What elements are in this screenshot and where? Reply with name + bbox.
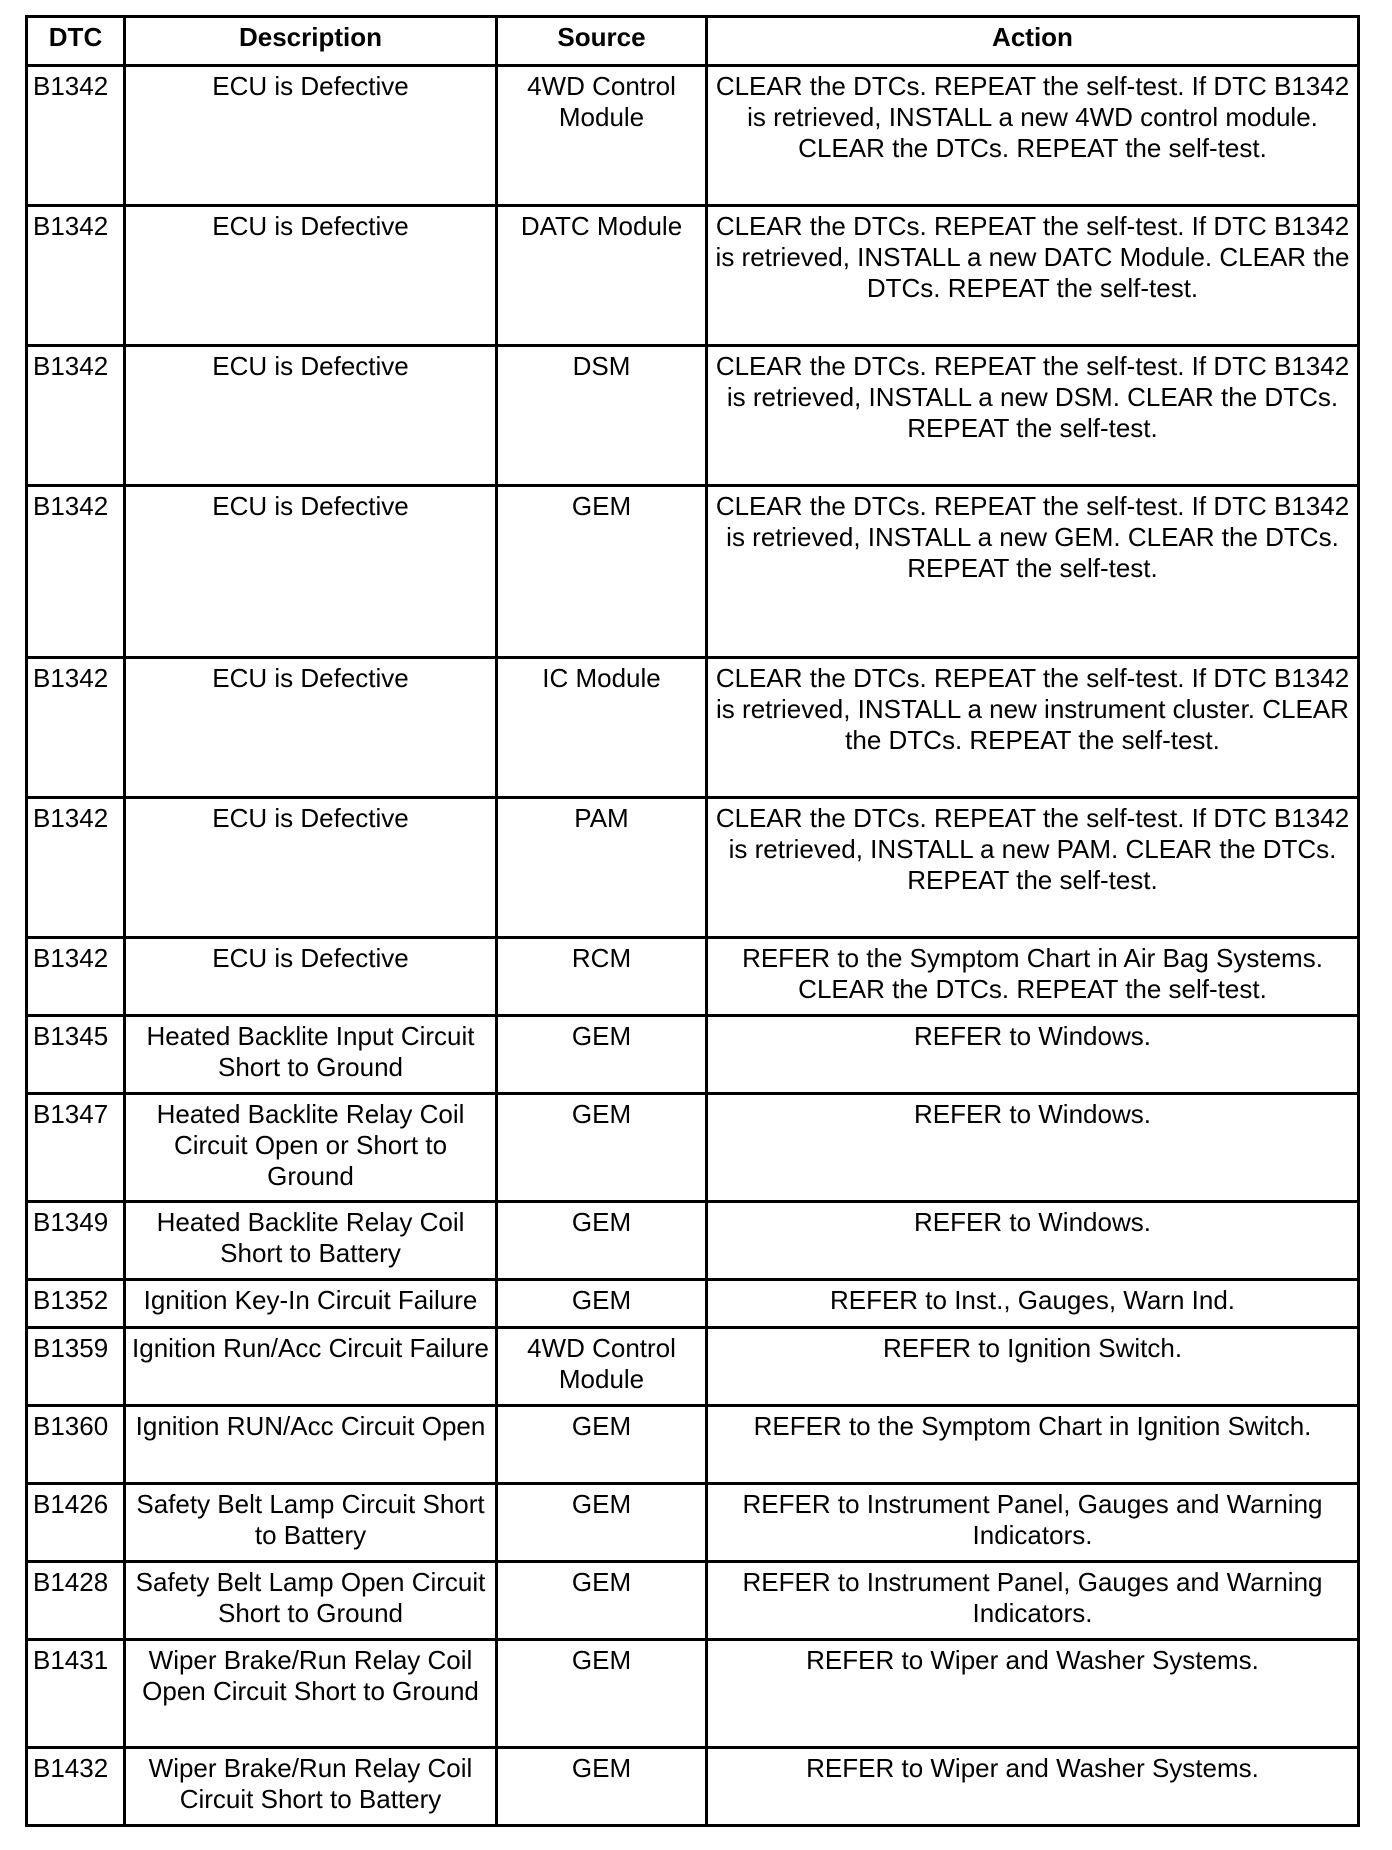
table-row <box>27 1328 1359 1406</box>
source: GEM <box>497 1202 707 1280</box>
description: Ignition Run/Acc Circuit Failure <box>125 1328 497 1406</box>
source: GEM <box>497 1562 707 1640</box>
source: GEM <box>497 1748 707 1826</box>
header-description: Description <box>125 17 497 66</box>
table-row <box>27 206 1359 346</box>
source: GEM <box>497 1406 707 1484</box>
table-row <box>27 1562 1359 1640</box>
table-row <box>27 1484 1359 1562</box>
action: REFER to Instrument Panel, Gauges and Warning Indicators. <box>707 1562 1359 1640</box>
table-row <box>27 1094 1359 1202</box>
action: REFER to Windows. <box>707 1202 1359 1280</box>
table-row <box>27 486 1359 658</box>
description: ECU is Defective <box>125 658 497 798</box>
description: Heated Backlite Relay Coil Short to Battery <box>125 1202 497 1280</box>
description: Wiper Brake/Run Relay Coil Circuit Short to Battery <box>125 1748 497 1826</box>
action: REFER to the Symptom Chart in Air Bag Systems. CLEAR the DTCs. REPEAT the self-test. <box>707 938 1359 1016</box>
description: Ignition Key-In Circuit Failure <box>125 1280 497 1328</box>
source: GEM <box>497 1484 707 1562</box>
dtc-code: B1342 <box>27 658 125 798</box>
dtc-code: B1347 <box>27 1094 125 1202</box>
source: GEM <box>497 1094 707 1202</box>
source: GEM <box>497 1016 707 1094</box>
action: CLEAR the DTCs. REPEAT the self-test. If DTC B1342 is retrieved, INSTALL a new 4WD control module. CLEAR the DTCs. REPEAT the self-test. <box>707 66 1359 206</box>
source: GEM <box>497 486 707 658</box>
table-row <box>27 1640 1359 1748</box>
action: CLEAR the DTCs. REPEAT the self-test. If DTC B1342 is retrieved, INSTALL a new GEM. CLEAR the DTCs. REPEAT the self-test. <box>707 486 1359 658</box>
table-row <box>27 1406 1359 1484</box>
dtc-code: B1349 <box>27 1202 125 1280</box>
header-row <box>27 17 1359 66</box>
dtc-code: B1345 <box>27 1016 125 1094</box>
table-row <box>27 1748 1359 1826</box>
description: Ignition RUN/Acc Circuit Open <box>125 1406 497 1484</box>
dtc-code: B1431 <box>27 1640 125 1748</box>
dtc-code: B1426 <box>27 1484 125 1562</box>
action: REFER to Windows. <box>707 1016 1359 1094</box>
header-dtc: DTC <box>27 17 125 66</box>
source: DATC Module <box>497 206 707 346</box>
dtc-code: B1342 <box>27 486 125 658</box>
description: ECU is Defective <box>125 486 497 658</box>
dtc-code: B1359 <box>27 1328 125 1406</box>
action: REFER to the Symptom Chart in Ignition Switch. <box>707 1406 1359 1484</box>
source: RCM <box>497 938 707 1016</box>
dtc-code: B1342 <box>27 346 125 486</box>
description: ECU is Defective <box>125 798 497 938</box>
dtc-code: B1428 <box>27 1562 125 1640</box>
action: REFER to Windows. <box>707 1094 1359 1202</box>
header-source: Source <box>497 17 707 66</box>
dtc-code: B1360 <box>27 1406 125 1484</box>
table-row <box>27 66 1359 206</box>
table-row <box>27 1016 1359 1094</box>
source: 4WD Control Module <box>497 1328 707 1406</box>
dtc-code: B1342 <box>27 206 125 346</box>
source: DSM <box>497 346 707 486</box>
source: GEM <box>497 1640 707 1748</box>
action: CLEAR the DTCs. REPEAT the self-test. If DTC B1342 is retrieved, INSTALL a new instrument cluster. CLEAR the DTCs. REPEAT the self-test. <box>707 658 1359 798</box>
action: CLEAR the DTCs. REPEAT the self-test. If DTC B1342 is retrieved, INSTALL a new DATC Module. CLEAR the DTCs. REPEAT the self-test. <box>707 206 1359 346</box>
source: PAM <box>497 798 707 938</box>
action: REFER to Wiper and Washer Systems. <box>707 1640 1359 1748</box>
table-row <box>27 658 1359 798</box>
dtc-code: B1342 <box>27 66 125 206</box>
dtc-code: B1352 <box>27 1280 125 1328</box>
action: REFER to Ignition Switch. <box>707 1328 1359 1406</box>
source: 4WD Control Module <box>497 66 707 206</box>
dtc-table <box>25 15 1360 1827</box>
description: ECU is Defective <box>125 938 497 1016</box>
description: Heated Backlite Relay Coil Circuit Open or Short to Ground <box>125 1094 497 1202</box>
description: ECU is Defective <box>125 346 497 486</box>
description: Wiper Brake/Run Relay Coil Open Circuit Short to Ground <box>125 1640 497 1748</box>
action: CLEAR the DTCs. REPEAT the self-test. If DTC B1342 is retrieved, INSTALL a new PAM. CLEAR the DTCs. REPEAT the self-test. <box>707 798 1359 938</box>
description: Safety Belt Lamp Open Circuit Short to Ground <box>125 1562 497 1640</box>
table-row <box>27 938 1359 1016</box>
description: ECU is Defective <box>125 66 497 206</box>
dtc-code: B1342 <box>27 798 125 938</box>
source: GEM <box>497 1280 707 1328</box>
description: Safety Belt Lamp Circuit Short to Battery <box>125 1484 497 1562</box>
header-action: Action <box>707 17 1359 66</box>
action: REFER to Wiper and Washer Systems. <box>707 1748 1359 1826</box>
description: Heated Backlite Input Circuit Short to Ground <box>125 1016 497 1094</box>
table-row <box>27 1280 1359 1328</box>
source: IC Module <box>497 658 707 798</box>
description: ECU is Defective <box>125 206 497 346</box>
action: CLEAR the DTCs. REPEAT the self-test. If DTC B1342 is retrieved, INSTALL a new DSM. CLEAR the DTCs. REPEAT the self-test. <box>707 346 1359 486</box>
action: REFER to Instrument Panel, Gauges and Warning Indicators. <box>707 1484 1359 1562</box>
action: REFER to Inst., Gauges, Warn Ind. <box>707 1280 1359 1328</box>
dtc-code: B1342 <box>27 938 125 1016</box>
dtc-code: B1432 <box>27 1748 125 1826</box>
table-row <box>27 798 1359 938</box>
table-row <box>27 1202 1359 1280</box>
table-row <box>27 346 1359 486</box>
